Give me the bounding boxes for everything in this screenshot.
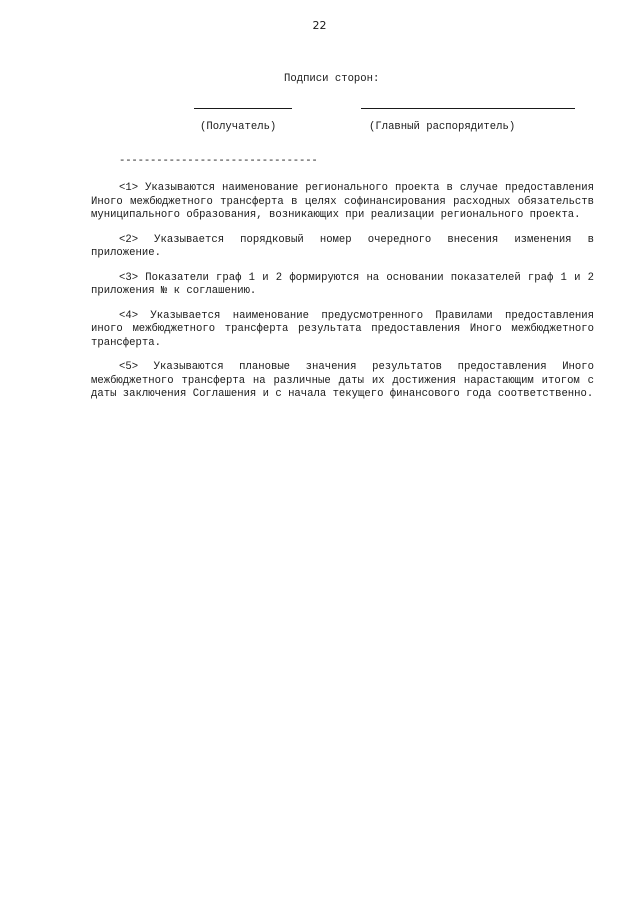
footnote-5: <5> Указываются плановые значения результатов предоставления Иного межбюджетного трансферта на различные даты их достижения нарастающим итогом с даты заключения Соглашения и с начала текущего финансового года соответственно. [91,361,594,400]
recipient-caption: (Получатель) [200,121,277,133]
manager-caption: (Главный распорядитель) [369,121,516,133]
footnote-1: <1> Указываются наименование регионального проекта в случае предоставления Иного межбюджетного трансферта в целях софинансирования расходных обязательств муниципального образования, возникающих при реализации регионального проекта. [91,182,594,221]
footnote-4: <4> Указывается наименование предусмотренного Правилами предоставления иного межбюджетного трансферта результата предоставления Иного межбюджетного трансферта. [91,309,594,349]
recipient-signature-line [194,108,292,109]
footnotes [91,182,594,413]
footnote-3: <3> Показатели граф 1 и 2 формируются на основании показателей граф 1 и 2 приложения № к соглашению. [91,271,594,297]
footnote-separator: -------------------------------- [119,155,318,167]
signatures-title: Подписи сторон: [284,73,380,85]
footnote-2: <2> Указывается порядковый номер очередного внесения изменения в приложение. [91,233,594,259]
manager-signature-line [361,108,575,109]
page-number: 22 [312,19,327,32]
